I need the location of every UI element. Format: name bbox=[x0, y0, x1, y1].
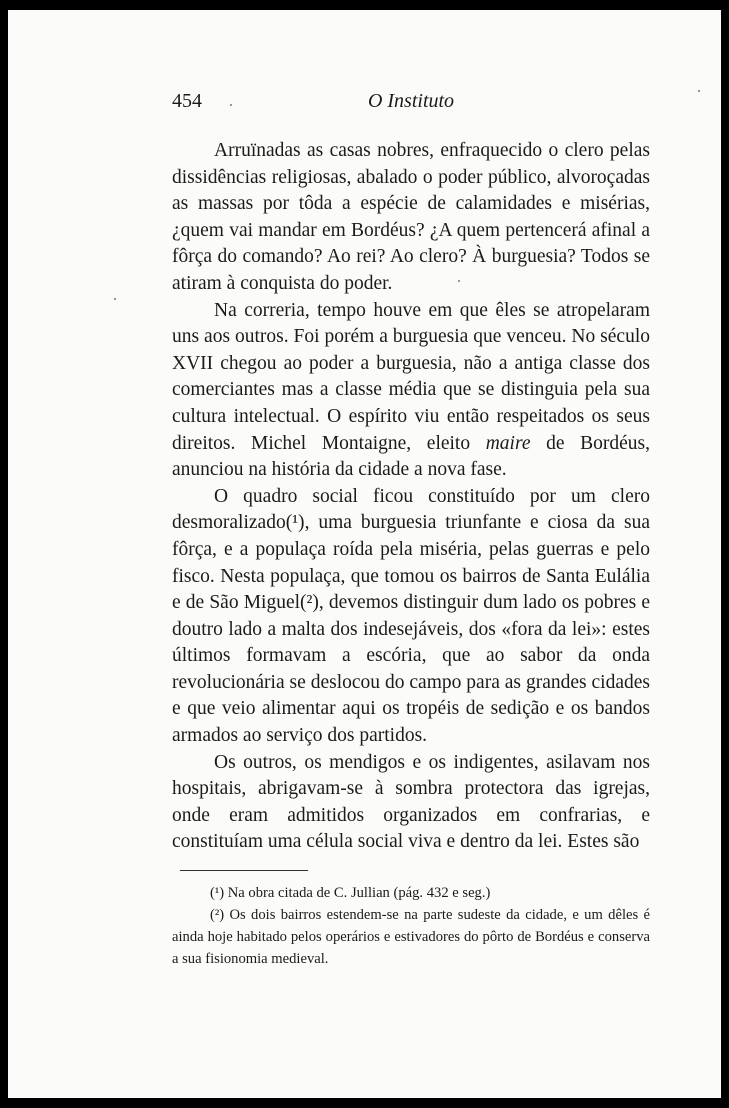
running-title: O Instituto bbox=[367, 90, 455, 112]
paper-speck bbox=[114, 298, 116, 300]
paragraph-3-text-a: O quadro social ficou constituído por um clero desmoralizado bbox=[172, 485, 650, 534]
paragraph-2 bbox=[172, 298, 650, 484]
book-page bbox=[8, 10, 721, 1098]
paper-speck bbox=[230, 104, 232, 106]
paragraph-3-text-c: , devemos distinguir dum lado os pobres e doutro lado a malta dos indesejáveis, dos «fora da lei»: estes últimos formavam a escória, que ao sabor da onda revolucionária se deslocou do campo para as grandes cidades e que veio alimentar aqui os tropéis de sedição e os bandos armados ao serviço dos partidos. bbox=[172, 592, 650, 747]
paragraph-3-text-b: , uma burguesia triunfante e ciosa da sua fôrça, e a populaça roída pela miséria, pelas guerras e pelo fisco. Nesta populaça, que tomou os bairros de Santa Eulália e de São Miguel bbox=[172, 512, 650, 614]
footnotes bbox=[172, 882, 650, 970]
paragraph-4: Os outros, os mendigos e os indigentes, asilavam nos hospitais, abrigavam-se à sombra protectora das igrejas, onde eram admitidos organizados em confrarias, e constituíam uma célula social viva e dentro da lei. Estes são bbox=[172, 751, 650, 853]
footnote-ref-1: (¹) bbox=[285, 512, 305, 534]
paragraph-3 bbox=[172, 484, 650, 750]
page-header bbox=[172, 90, 650, 120]
page-number: 454 bbox=[172, 90, 202, 112]
italic-term-maire: maire bbox=[485, 432, 531, 454]
footnote-2-text: Os dois bairros estendem-se na parte sudeste da cidade, e um dêles é ainda hoje habitado pelos operários e estivadores do pôrto de Bordéus e conserva a sua fisionomia medieval. bbox=[172, 907, 650, 967]
footnote-ref-2: (²) bbox=[300, 592, 319, 614]
footnote-2-mark: (²) bbox=[210, 907, 225, 923]
paragraph-2-text-a: Na correria, tempo houve em que êles se atropelaram uns aos outros. Foi porém a burguesia que venceu. No século XVII chegou ao poder a burguesia, não a antiga classe dos comerciantes mas a classe média que se distinguia pela sua cultura intelectual. O espírito viu então respeitados os seus direitos. Michel Montaigne, eleito bbox=[172, 299, 650, 454]
body-text bbox=[172, 138, 650, 856]
paper-speck bbox=[698, 90, 700, 92]
footnote-1 bbox=[172, 882, 650, 904]
footnote-2 bbox=[172, 904, 650, 970]
footnote-divider bbox=[180, 870, 308, 871]
paragraph-1: Arruïnadas as casas nobres, enfraquecido o clero pelas dissidências religiosas, abalado o poder público, alvoroçadas as massas por tôda a espécie de calamidades e misérias, ¿quem vai mandar em Bordéus? ¿A quem pertencerá afinal a fôrça do comando? Ao rei? Ao clero? À burguesia? Todos se atiram à conquista do poder. bbox=[172, 140, 650, 294]
paper-speck bbox=[458, 280, 460, 282]
footnote-1-text: Na obra citada de C. Jullian (pág. 432 e seg.) bbox=[224, 885, 491, 901]
footnote-1-mark: (¹) bbox=[210, 885, 225, 901]
paragraph-2-text-b: de Bordéus, anunciou na história da cidade a nova fase. bbox=[172, 432, 650, 481]
